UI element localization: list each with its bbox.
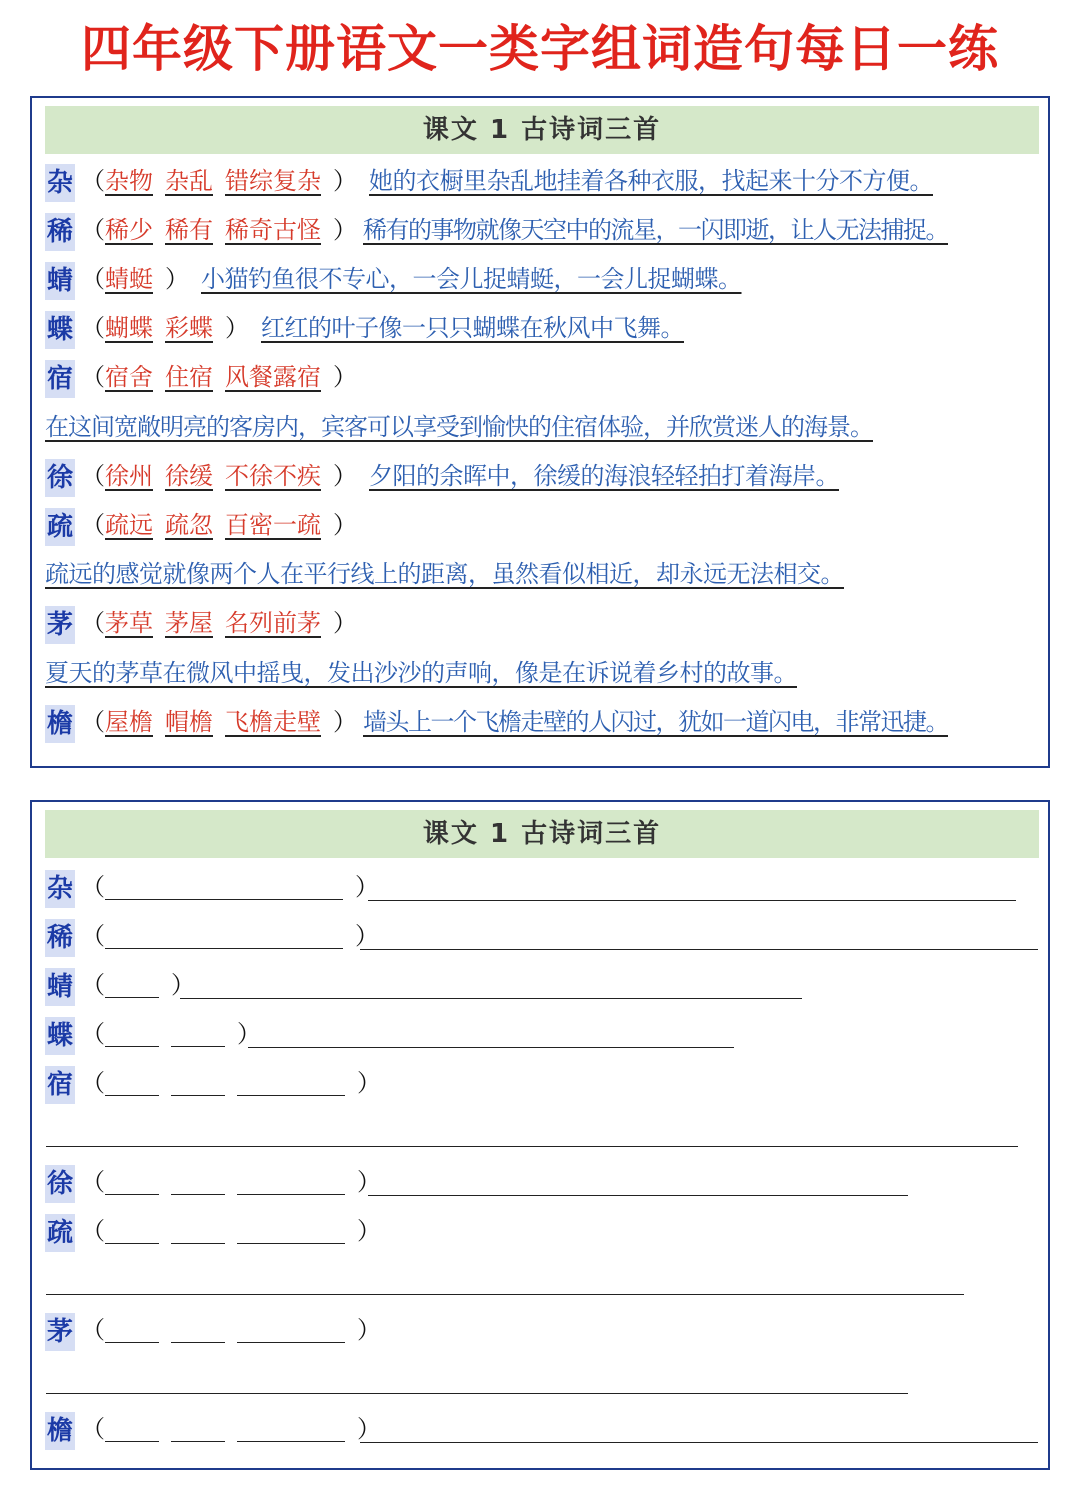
word: 徐州 — [105, 462, 153, 490]
word: 杂乱 — [165, 167, 213, 195]
word-blank[interactable] — [171, 1024, 225, 1047]
word: 稀有 — [165, 216, 213, 244]
word: 不徐不疾 — [225, 462, 321, 490]
word: 徐缓 — [165, 462, 213, 490]
target-char: 茅 — [45, 606, 75, 644]
word: 名列前茅 — [225, 609, 321, 637]
sentence: 在这间宽敞明亮的客房内，宾客可以享受到愉快的住宿体验，并欣赏迷人的海景。 — [45, 413, 873, 441]
target-char: 蜻 — [45, 968, 75, 1006]
word: 宿舍 — [105, 363, 153, 391]
word-blank[interactable] — [237, 1073, 345, 1096]
target-char: 杂 — [45, 870, 75, 908]
answer-row-continued — [45, 406, 1039, 448]
word-blank[interactable] — [237, 1221, 345, 1244]
sentence-blank[interactable] — [46, 1294, 964, 1295]
target-char: 蜻 — [45, 262, 75, 300]
target-char: 蝶 — [45, 1017, 75, 1055]
answer-row-continued — [45, 652, 1039, 694]
word-blank[interactable] — [105, 1172, 159, 1195]
sentence: 疏远的感觉就像两个人在平行线上的距离，虽然看似相近，却永远无法相交。 — [45, 560, 844, 588]
practice-row: 宿 （ ） — [45, 1062, 1039, 1104]
target-char: 蝶 — [45, 311, 75, 349]
sentence: 红红的叶子像一只只蝴蝶在秋风中飞舞。 — [261, 314, 684, 342]
practice-row: 杂 （ ） — [45, 866, 1039, 908]
sentence: 稀有的事物就像天空中的流星，一闪即逝，让人无法捕捉。 — [363, 216, 948, 244]
word: 杂物 — [105, 167, 153, 195]
answer-panel — [30, 96, 1050, 768]
target-char: 稀 — [45, 919, 75, 957]
word: 蝴蝶 — [105, 314, 153, 342]
sentence-blank[interactable] — [46, 1393, 908, 1394]
target-char: 徐 — [45, 1165, 75, 1203]
target-char: 宿 — [45, 1066, 75, 1104]
lesson-header: 课文 1 古诗词三首 — [45, 810, 1039, 858]
word: 稀奇古怪 — [225, 216, 321, 244]
lesson-header: 课文 1 古诗词三首 — [45, 106, 1039, 154]
word-blank[interactable] — [171, 1221, 225, 1244]
target-char: 杂 — [45, 164, 75, 202]
target-char: 徐 — [45, 459, 75, 497]
target-char: 檐 — [45, 1412, 75, 1450]
word-blank[interactable] — [105, 1320, 159, 1343]
sentence-blank[interactable] — [248, 1047, 734, 1048]
answer-row: 徐 （徐州 徐缓 不徐不疾 ） 夕阳的余晖中，徐缓的海浪轻轻拍打着海岸。 — [45, 455, 1039, 497]
word-blank[interactable] — [171, 1172, 225, 1195]
practice-row: 蝶 （ ） — [45, 1013, 1039, 1055]
practice-row: 蜻 （ ） — [45, 964, 1039, 1006]
target-char: 茅 — [45, 1313, 75, 1351]
practice-row: 茅 （ ） — [45, 1309, 1039, 1351]
target-char: 檐 — [45, 705, 75, 743]
word: 疏忽 — [165, 511, 213, 539]
word: 稀少 — [105, 216, 153, 244]
word: 飞檐走壁 — [225, 708, 321, 736]
word-blank[interactable] — [105, 1221, 159, 1244]
word-blank[interactable] — [105, 926, 343, 949]
word-blank[interactable] — [105, 1419, 159, 1442]
word-blank[interactable] — [171, 1320, 225, 1343]
sentence: 她的衣橱里杂乱地挂着各种衣服，找起来十分不方便。 — [369, 167, 933, 195]
word: 茅草 — [105, 609, 153, 637]
word: 彩蝶 — [165, 314, 213, 342]
answer-row-continued — [45, 553, 1039, 595]
sentence-blank[interactable] — [180, 998, 802, 999]
word: 住宿 — [165, 363, 213, 391]
sentence: 夏天的茅草在微风中摇曳，发出沙沙的声响，像是在诉说着乡村的故事。 — [45, 659, 797, 687]
word: 蜻蜓 — [105, 265, 153, 293]
target-char: 宿 — [45, 360, 75, 398]
word-blank[interactable] — [105, 1024, 159, 1047]
target-char: 疏 — [45, 508, 75, 546]
sentence-blank[interactable] — [368, 1195, 908, 1196]
sentence: 夕阳的余晖中，徐缓的海浪轻轻拍打着海岸。 — [369, 462, 839, 490]
target-char: 稀 — [45, 213, 75, 251]
word-blank[interactable] — [237, 1320, 345, 1343]
word-blank[interactable] — [237, 1419, 345, 1442]
word-blank[interactable] — [105, 877, 343, 900]
practice-row: 檐 （ ） — [45, 1408, 1039, 1450]
word: 屋檐 — [105, 708, 153, 736]
word-blank[interactable] — [171, 1419, 225, 1442]
practice-panel — [30, 800, 1050, 1470]
word-blank[interactable] — [237, 1172, 345, 1195]
answer-row: 蜻 （蜻蜓 ） 小猫钓鱼很不专心，一会儿捉蜻蜓，一会儿捉蝴蝶。 — [45, 258, 1039, 300]
sentence: 小猫钓鱼很不专心，一会儿捉蜻蜓，一会儿捉蝴蝶。 — [201, 265, 742, 293]
word: 百密一疏 — [225, 511, 321, 539]
page-title: 四年级下册语文一类字组词造句每日一练 — [81, 20, 999, 78]
answer-row: 杂 （杂物 杂乱 错综复杂 ） 她的衣橱里杂乱地挂着各种衣服，找起来十分不方便。 — [45, 160, 1039, 202]
answer-row: 宿 （宿舍 住宿 风餐露宿 ） — [45, 356, 1039, 398]
answer-row: 茅 （茅草 茅屋 名列前茅 ） — [45, 602, 1039, 644]
answer-row: 稀 （稀少 稀有 稀奇古怪 ） 稀有的事物就像天空中的流星，一闪即逝，让人无法捕捉。 — [45, 209, 1039, 251]
sentence-blank[interactable] — [368, 900, 1016, 901]
word-blank[interactable] — [105, 1073, 159, 1096]
practice-row: 稀 （ ） — [45, 915, 1039, 957]
practice-row: 徐 （ ） — [45, 1161, 1039, 1203]
word: 错综复杂 — [225, 167, 321, 195]
practice-row: 疏 （ ） — [45, 1210, 1039, 1252]
sentence-blank[interactable] — [46, 1146, 1018, 1147]
answer-row: 疏 （疏远 疏忽 百密一疏 ） — [45, 504, 1039, 546]
word: 茅屋 — [165, 609, 213, 637]
word: 风餐露宿 — [225, 363, 321, 391]
sentence-blank[interactable] — [360, 949, 1038, 950]
word: 帽檐 — [165, 708, 213, 736]
sentence-blank[interactable] — [360, 1442, 1038, 1443]
answer-row: 蝶 （蝴蝶 彩蝶 ） 红红的叶子像一只只蝴蝶在秋风中飞舞。 — [45, 307, 1039, 349]
word-blank[interactable] — [171, 1073, 225, 1096]
word-blank[interactable] — [105, 975, 159, 998]
answer-row: 檐 （屋檐 帽檐 飞檐走壁 ） 墙头上一个飞檐走壁的人闪过，犹如一道闪电，非常迅捷。 — [45, 701, 1039, 743]
target-char: 疏 — [45, 1214, 75, 1252]
sentence: 墙头上一个飞檐走壁的人闪过，犹如一道闪电，非常迅捷。 — [363, 708, 948, 736]
word: 疏远 — [105, 511, 153, 539]
